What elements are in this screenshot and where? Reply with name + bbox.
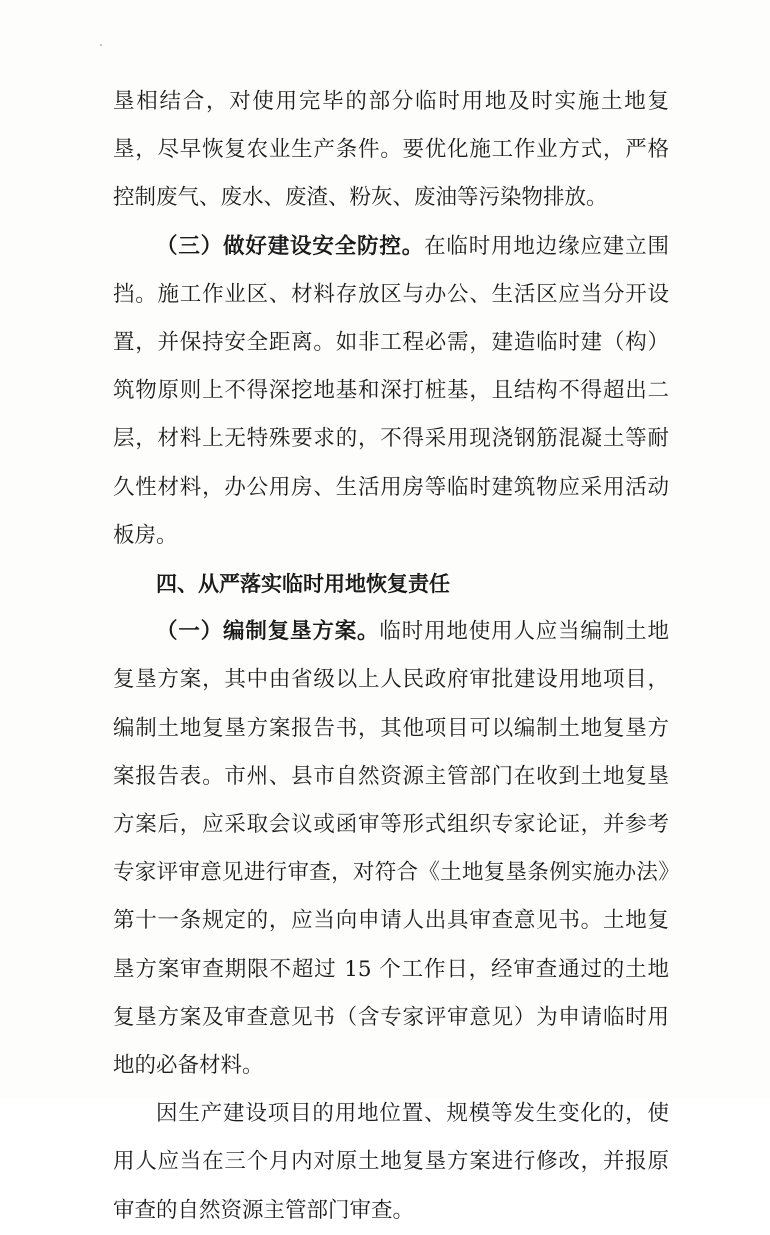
document-body <box>113 78 669 1235</box>
subheading-safety: （三）做好建设安全防控。 <box>156 233 425 259</box>
section-heading-4: 四、从严落实临时用地恢复责任 <box>156 572 450 597</box>
paragraph-safety-body: 在临时用地边缘应建立围挡。施工作业区、材料存放区与办公、生活区应当分开设置，并保持安全距离。如非工程必需，建造临时建（构）筑物原则上不得深挖地基和深打桩基，且结构不得超出二层，材料上无特殊要求的，不得采用现浇钢筋混凝土等耐久性材料，办公用房、生活用房等临时建筑物应采用活动板房。 <box>113 233 669 548</box>
scan-speck <box>100 44 102 46</box>
paragraph-plan-revision: 因生产建设项目的用地位置、规模等发生变化的，使用人应当在三个月内对原土地复垦方案进行修改，并报原审查的自然资源主管部门审查。 <box>113 1101 669 1223</box>
paragraph-reclamation-continued: 垦相结合，对使用完毕的部分临时用地及时实施土地复垦，尽早恢复农业生产条件。要优化施工作业方式，严格控制废气、废水、废渣、粉灰、废油等污染物排放。 <box>113 89 669 211</box>
paragraph-reclamation-plan-body: 临时用地使用人应当编制土地复垦方案，其中由省级以上人民政府审批建设用地项目，编制土地复垦方案报告书，其他项目可以编制土地复垦方案报告表。市州、县市自然资源主管部门在收到土地复垦方案后，应采取会议或函审等形式组织专家论证，并参考专家评审意见进行审查，对符合《土地复垦条例实施办法》第十一条规定的，应当向申请人出具审查意见书。土地复垦方案审查期限不超过 15 个工作日，经审查通过的土地复垦方案及审查意见书（含专家评审意见）为申请临时用地的必备材料。 <box>113 619 669 1079</box>
paragraph-safety-prevention <box>113 223 669 560</box>
paragraph-reclamation-plan <box>113 608 669 1090</box>
subheading-reclamation-plan: （一）编制复垦方案。 <box>156 619 380 645</box>
